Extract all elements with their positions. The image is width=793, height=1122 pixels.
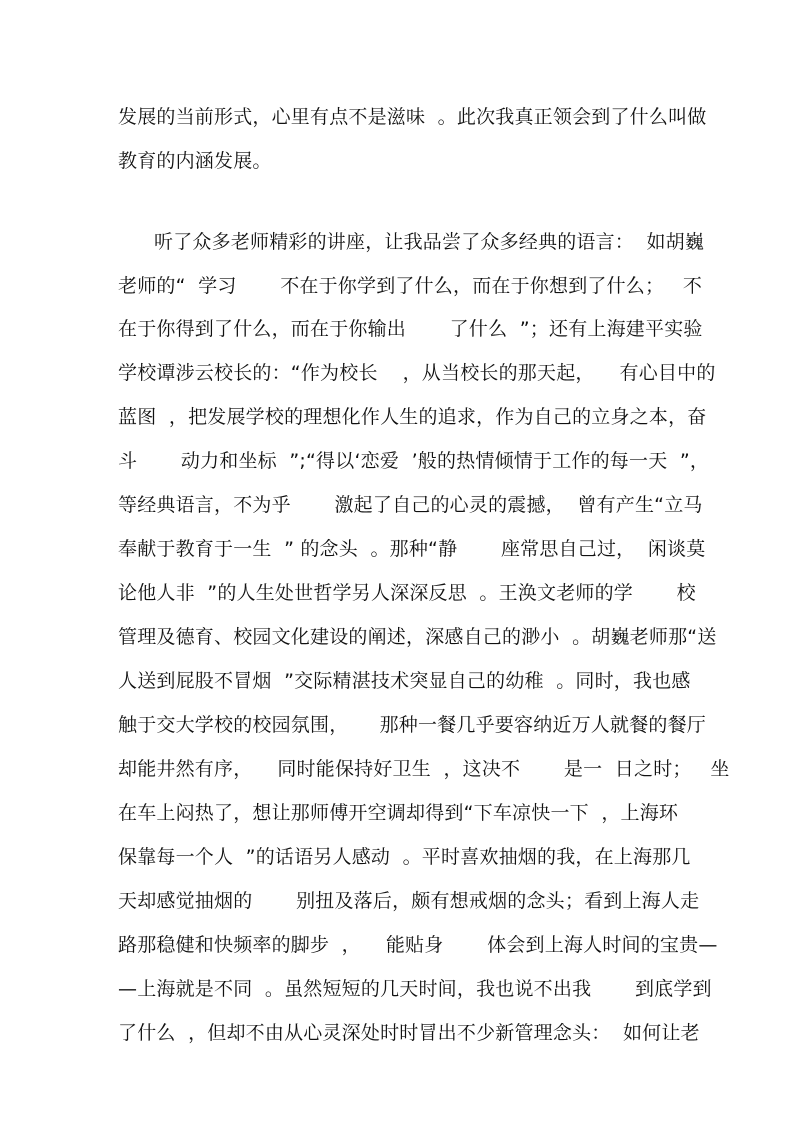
paragraph-2-line-15: 保靠每一个人 ”的话语另人感动 。平时喜欢抽烟的我，在上海那几 <box>118 846 691 868</box>
paragraph-2-line-8: 奉献于教育于一生 ” 的念头 。那种“静 座常思自己过， 闲谈莫 <box>118 538 706 560</box>
paragraph-2-line-2: 老师的“ 学习 不在于你学到了什么，而在于你想到了什么； 不 <box>118 275 703 297</box>
paragraph-2-line-16: 天却感觉抽烟的 别扭及落后，颇有想戒烟的念头；看到上海人走 <box>118 890 700 912</box>
paragraph-2-line-6: 斗 动力和坐标 ”;“得以‘恋爱 ’般的热情倾情于工作的每一天 ”， <box>118 450 710 472</box>
paragraph-2-line-17: 路那稳健和快频率的脚步 ， 能贴身 体会到上海人时间的宝贵— <box>118 934 718 956</box>
paragraph-1-line-1: 发展的当前形式，心里有点不是滋味 。此次我真正领会到了什么叫做 <box>118 106 707 128</box>
paragraph-2-line-10: 管理及德育、校园文化建设的阐述，深感自己的渺小 。胡巍老师那“送 <box>118 626 717 648</box>
paragraph-2-line-4: 学校谭涉云校长的：“作为校长 ，从当校长的那天起， 有心目中的 <box>118 362 716 384</box>
paragraph-2-line-3: 在于你得到了什么，而在于你输出 了什么 ”；还有上海建平实验 <box>118 318 703 340</box>
paragraph-2-line-11: 人送到屁股不冒烟 ”交际精湛技术突显自己的幼稚 。同时，我也感 <box>118 670 691 692</box>
paragraph-2-line-9: 论他人非 ”的人生处世哲学另人深深反思 。王涣文老师的学 校 <box>118 582 696 604</box>
paragraph-2-line-5: 蓝图 ，把发展学校的理想化作人生的追求，作为自己的立身之本，奋 <box>118 406 707 428</box>
paragraph-2-line-12: 触于交大学校的校园氛围， 那种一餐几乎要容纳近万人就餐的餐厅 <box>118 714 706 736</box>
paragraph-1-line-2: 教育的内涵发展。 <box>118 150 272 172</box>
paragraph-2-line-19: 了什么 ，但却不由从心灵深处时时冒出不少新管理念头： 如何让老 <box>118 1022 700 1044</box>
paragraph-2-line-13: 却能井然有序， 同时能保持好卫生 ，这决不 是一 日之时； 坐 <box>118 758 730 780</box>
paragraph-2-line-18: —上海就是不同 。虽然短短的几天时间，我也说不出我 到底学到 <box>118 978 712 1000</box>
paragraph-2-line-7: 等经典语言，不为乎 激起了自己的心灵的震撼， 曾有产生“立马 <box>118 494 703 516</box>
paragraph-2-line-1: 听了众多老师精彩的讲座，让我品尝了众多经典的语言： 如胡巍 <box>154 231 705 253</box>
paragraph-2-line-14: 在车上闷热了，想让那师傅开空调却得到“下车凉快一下 ，上海环 <box>118 802 679 824</box>
